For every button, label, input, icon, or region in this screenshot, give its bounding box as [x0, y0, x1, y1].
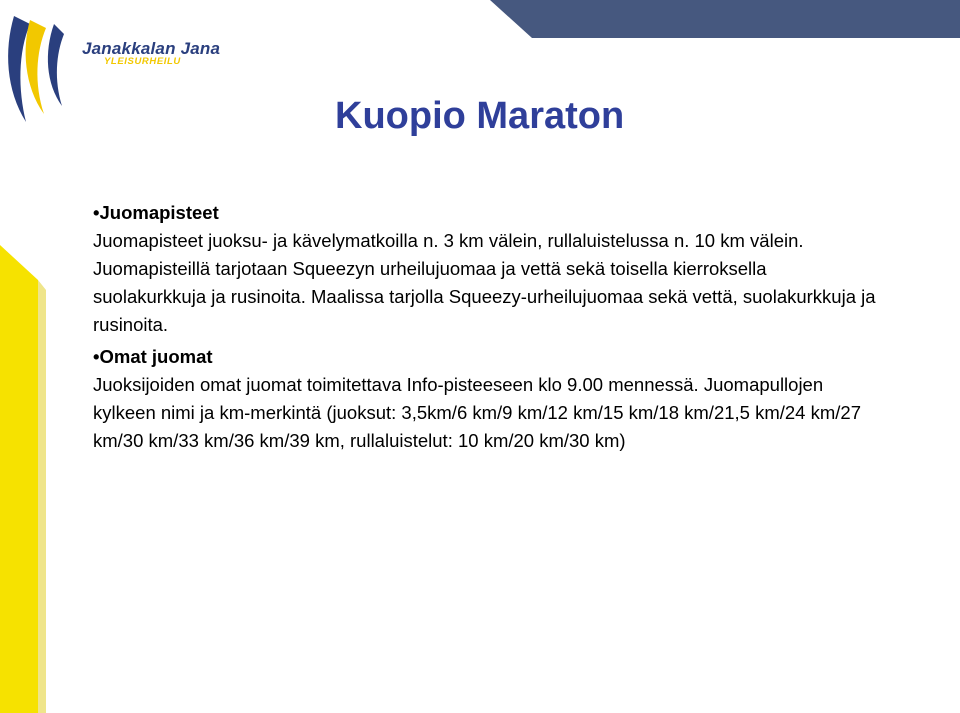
section-heading	[93, 343, 923, 371]
logo-swoosh-icon	[0, 0, 80, 130]
top-band	[490, 0, 960, 38]
section-own-drinks	[93, 343, 923, 455]
section-drink-stations	[93, 199, 923, 339]
logo-name: Janakkalan Jana	[82, 39, 221, 58]
slide-title: Kuopio Maraton	[335, 95, 625, 137]
club-logo	[0, 0, 260, 130]
heading-text: Omat juomat	[99, 346, 213, 367]
bullet-icon: •	[93, 346, 100, 367]
logo-subtitle: YLEISURHEILU	[104, 56, 181, 67]
heading-text: Juomapisteet	[99, 202, 219, 223]
left-stripe	[0, 245, 38, 713]
section-body: Juomapisteet juoksu- ja kävelymatkoilla n. 3 km välein, rullaluistelussa n. 10 km välein. Juomapisteillä tarjotaan Squeezyn urheilujuomaa ja vettä sekä toisella kierroksella suolakurkkuja ja rusinoita. Maalissa tarjolla Squeezy-urheilujuomaa sekä vettä, suolakurkkuja ja rusinoita.	[93, 230, 876, 335]
bullet-icon: •	[93, 202, 100, 223]
section-body: Juoksijoiden omat juomat toimitettava Info-pisteeseen klo 9.00 mennessä. Juomapullojen kylkeen nimi ja km-merkintä (juoksut: 3,5km/6 km/9 km/12 km/15 km/18 km/21,5 km/24 km/27 km/30 km/33 km/36 km/39 km, rullaluistelut: 10 km/20 km/30 km)	[93, 374, 861, 451]
slide-content	[93, 199, 923, 455]
section-heading	[93, 199, 923, 227]
left-stripe-shade	[38, 280, 46, 713]
